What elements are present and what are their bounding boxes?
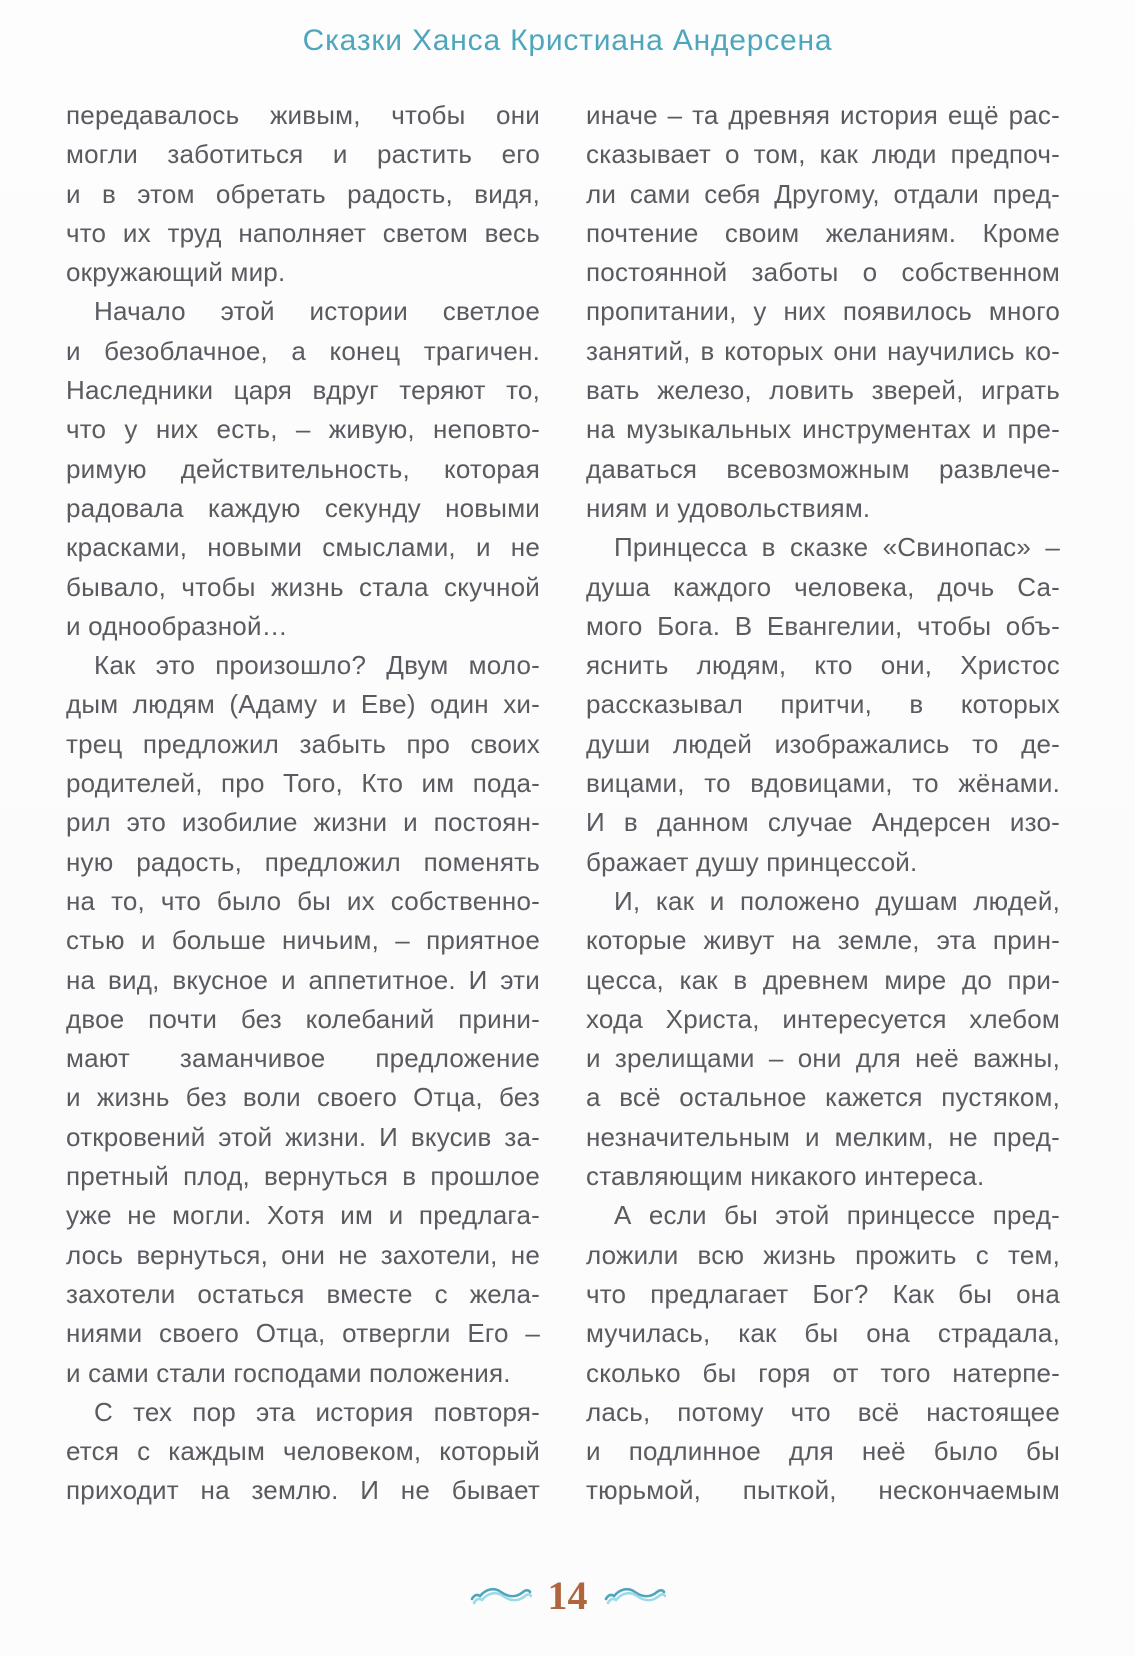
text-line: которые живут на земле, эта прин- [586, 925, 1060, 956]
text-line: даваться всевозможным развлече- [586, 453, 1060, 484]
text-line: мучилась, как бы она страдала, [586, 1318, 1060, 1349]
wave-ornament-icon [470, 1583, 532, 1609]
text-line: вицами, то вдовицами, то жёнами. [586, 768, 1060, 799]
text-line: С тех пор эта история повторя- [94, 1396, 540, 1427]
text-line: ставляющим никакого интереса. [586, 1161, 985, 1192]
text-line: стью и больше ничьим, – приятное [66, 925, 540, 956]
page-number: 14 [547, 1573, 588, 1618]
text-line: окружающий мир. [66, 257, 286, 288]
text-line: что предлагает Бог? Как бы она [586, 1278, 1060, 1309]
text-line: красками, новыми смыслами, и не [66, 532, 540, 563]
text-line: на вид, вкусное и аппетитное. И эти [66, 964, 540, 995]
text-line: Наследники царя вдруг теряют то, [66, 375, 540, 406]
text-line: ли сами себя Другому, отдали пред- [586, 178, 1060, 209]
text-line: душа каждого человека, дочь Са- [586, 571, 1060, 602]
text-line: ется с каждым человеком, который [66, 1436, 540, 1467]
text-line: что их труд наполняет светом весь [66, 217, 540, 248]
text-line: и в этом обретать радость, видя, [66, 178, 540, 209]
page-header-title: Сказки Ханса Кристиана Андерсена [302, 24, 833, 57]
text-line: и однообразной… [66, 610, 288, 641]
text-line: дым людям (Адаму и Еве) один хи- [66, 689, 540, 720]
text-line: постоянной заботы о собственном [586, 257, 1060, 288]
text-line: могли заботиться и растить его [66, 139, 540, 170]
wave-ornament-icon [604, 1583, 666, 1609]
text-line: ную радость, предложил поменять [66, 846, 540, 877]
text-line: на то, что было бы их собственно- [66, 885, 540, 916]
text-line: сколько бы горя от того натерпе- [586, 1357, 1060, 1388]
text-line: Принцесса в сказке «Свинопас» – [614, 532, 1060, 563]
text-line: передавалось живым, чтобы они [66, 100, 540, 130]
text-line: приходит на землю. И не бывает [66, 1475, 540, 1506]
text-columns [66, 96, 1069, 1511]
text-line: лось вернуться, они не захотели, не [66, 1239, 540, 1270]
text-line: откровений этой жизни. И вкусив за- [66, 1121, 540, 1152]
text-line: на музыкальных инструментах и пре- [586, 414, 1060, 445]
text-line: и безоблачное, а конец трагичен. [66, 335, 540, 366]
text-line: родителей, про Того, Кто им пода- [66, 768, 540, 799]
text-line: радовала каждую секунду новыми [66, 492, 540, 523]
text-column-right [586, 96, 1060, 1511]
text-line: незначительным и мелким, не пред- [586, 1121, 1060, 1152]
text-line: тюрьмой, пыткой, нескончаемым [586, 1475, 1060, 1506]
text-line: и жизнь без воли своего Отца, без [66, 1082, 540, 1113]
text-line: захотели остаться вместе с жела- [66, 1278, 540, 1309]
text-line: занятий, в которых они научились ко- [586, 335, 1060, 366]
text-line: двое почти без колебаний прини- [66, 1003, 540, 1034]
text-line: претный плод, вернуться в прошлое [66, 1161, 540, 1192]
text-line: рил это изобилие жизни и постоян- [66, 807, 540, 838]
text-line: что у них есть, – живую, неповто- [66, 414, 540, 445]
text-line: и подлинное для неё было бы [586, 1436, 1060, 1467]
text-line: ниям и удовольствиям. [586, 492, 871, 523]
text-line: бражает душу принцессой. [586, 846, 918, 877]
text-line: а всё остальное кажется пустяком, [586, 1082, 1060, 1113]
text-line: римую действительность, которая [66, 453, 540, 484]
text-line: рассказывал притчи, в которых [586, 689, 1060, 720]
text-line: яснить людям, кто они, Христос [586, 650, 1060, 681]
text-line: и сами стали господами положения. [66, 1357, 511, 1388]
text-line: И в данном случае Андерсен изо- [586, 807, 1060, 838]
text-column-left [66, 96, 540, 1511]
text-line: хода Христа, интересуется хлебом [586, 1003, 1060, 1034]
text-line: цесса, как в древнем мире до при- [586, 964, 1060, 995]
text-line: ниями своего Отца, отвергли Его – [66, 1318, 540, 1349]
text-line: ложили всю жизнь прожить с тем, [586, 1239, 1060, 1270]
text-line: вать железо, ловить зверей, играть [586, 375, 1060, 406]
text-line: трец предложил забыть про своих [66, 728, 540, 759]
text-line: и зрелищами – они для неё важны, [586, 1043, 1060, 1074]
text-line: сказывает о том, как люди предпоч- [586, 139, 1060, 170]
text-line: мого Бога. В Евангелии, чтобы объ- [586, 610, 1060, 641]
text-line: мают заманчивое предложение [66, 1043, 540, 1074]
text-line: А если бы этой принцессе пред- [614, 1200, 1060, 1231]
text-line: почтение своим желаниям. Кроме [586, 217, 1060, 248]
text-line: души людей изображались то де- [586, 728, 1060, 759]
text-line: уже не могли. Хотя им и предлага- [66, 1200, 540, 1231]
text-line: пропитании, у них появилось много [586, 296, 1060, 327]
text-line: бывало, чтобы жизнь стала скучной [66, 571, 540, 602]
text-line: И, как и положено душам людей, [614, 885, 1060, 916]
page-footer [0, 1573, 1135, 1618]
text-line: Начало этой истории светлое [94, 296, 540, 327]
text-line: Как это произошло? Двум моло- [94, 650, 540, 681]
text-line: иначе – та древняя история ещё рас- [586, 100, 1060, 130]
text-line: лась, потому что всё настоящее [586, 1396, 1060, 1427]
